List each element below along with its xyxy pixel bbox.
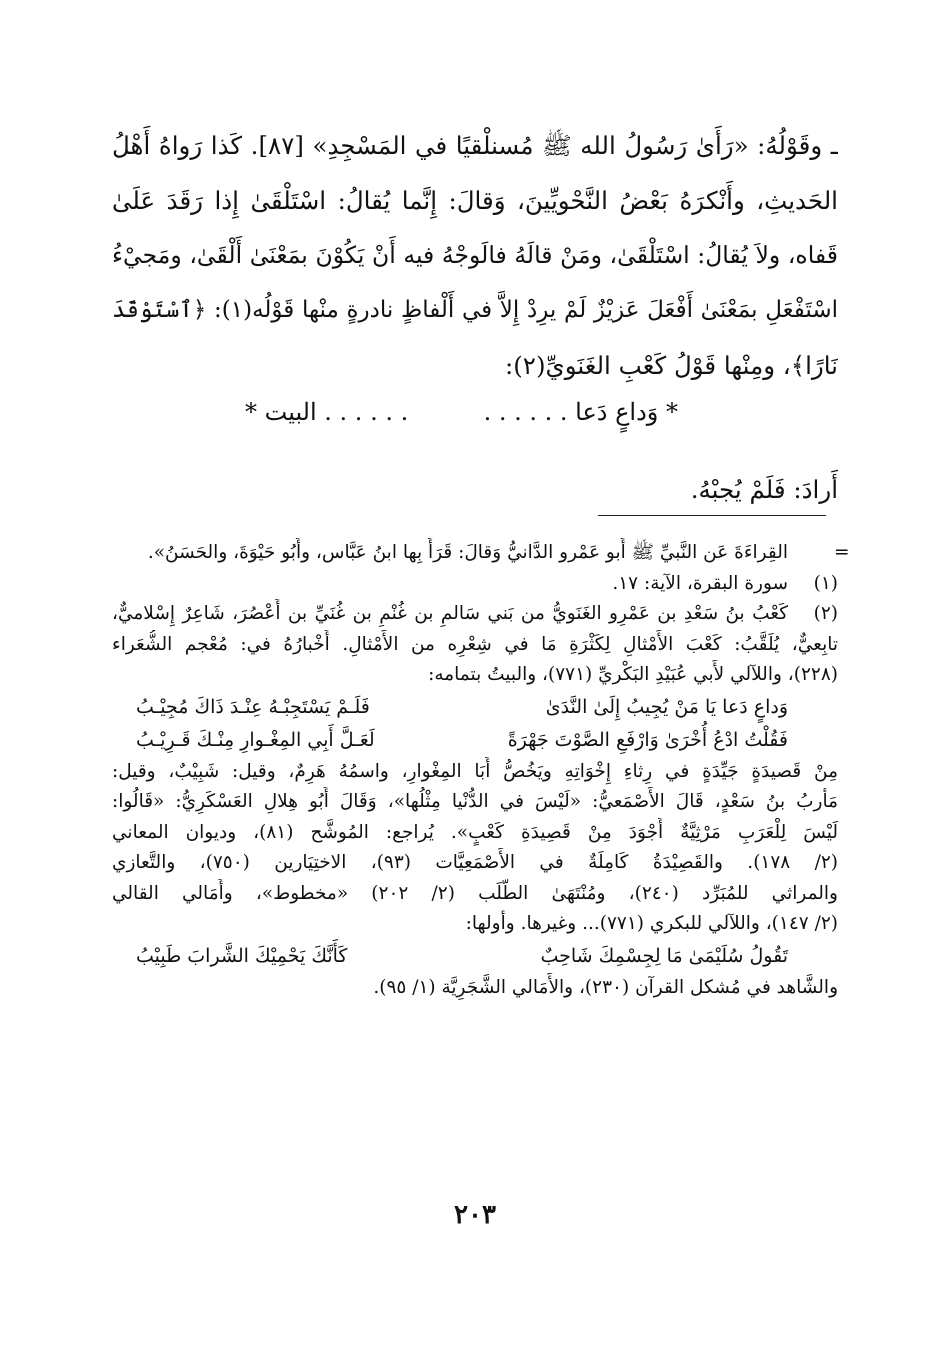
hemistich-first: فَقُلْتُ ادْعُ أُخْرَىٰ وَارْفَعِ الصَّوْتَ جَهْرَةً bbox=[507, 728, 788, 751]
main-line: ـ وقَوْلُهُ: «رَأَىٰ رَسُولُ الله ﷺ مُسنلْقيًا في المَسْجِدِ» [٨٧]. كَذا رَواهُ أَهْلُ bbox=[112, 131, 838, 160]
main-line: الحَديثِ، وأَنْكرَهُ بَعْضُ النَّحْويِّينَ، وَقالَ: إِنَّما يُقالُ: اسْتَلْقَىٰ إِذا رَقَدَ عَلَىٰ bbox=[112, 186, 838, 215]
footnote-line: تابِعيٌّ، يُلَقَّبُ: كَعْبَ الأَمْثالِ لِكَثْرَةِ مَا في شِعْرِه من الأَمْثالِ. أَخْبارُهُ في: مُعْجم الشُّعَراء bbox=[112, 633, 838, 655]
verse-first-half: * وَداعٍ دَعا . . . . . . bbox=[483, 398, 678, 426]
footnote-line: (٢/ ١٤٧)، واللآلي للبكري (٧٧١)... وغيرها. وأولها: bbox=[465, 913, 838, 934]
hemistich-second: كَأَنَّكَ يَحْمِيْكَ الشَّرابَ طَبِيْبُ bbox=[136, 944, 348, 967]
footnote-line: مَأْربُ بنُ سَعْدٍ، قَالَ الأَصْمَعيُّ: «لَيْسَ في الدُّنْيا مِثْلُها»، وَقَالَ أَبُو هِلالِ العَسْكَرِيُّ: «قَالُوا: bbox=[112, 791, 838, 812]
footnotes bbox=[112, 538, 838, 1003]
poem-couplet bbox=[112, 691, 838, 724]
main-text bbox=[112, 118, 838, 393]
poem-couplet bbox=[112, 724, 838, 757]
main-line: اسْتَفْعَلِ بمَعْنَىٰ أَفْعَلَ عَزيْزٌ لَمْ يرِدْ إِلاَّ في أَلْفاظٍ نادرةٍ منْها قَوْلُه(١): ﴿ٱسْتَوْقَدَ bbox=[112, 297, 838, 323]
footnote-line: والشَّاهد في مُشكل القرآن (٢٣٠)، والأَمَالي الشَّجَرِيَّة (١/ ٩٥). bbox=[373, 976, 838, 998]
footnote-2 bbox=[112, 599, 838, 630]
footnote-1 bbox=[112, 569, 838, 600]
verse-second-half: . . . . . . البيت * bbox=[245, 398, 409, 426]
footnote-number: (١) bbox=[813, 572, 838, 594]
page-number: ٢٠٣ bbox=[454, 1200, 496, 1230]
footnote-text: سورة البقرة، الآية: ١٧. bbox=[612, 572, 788, 594]
main-line: نَارًا﴾، ومِنْها قَوْلُ كَعْبِ الغَنَويِّ(٢): bbox=[504, 351, 838, 380]
main-line: قَفاه، ولاَ يُقالُ: اسْتَلْقَىٰ، ومَنْ قالَهُ فالَوجْهُ فيه أَنْ يَكُوْنَ بمَعْنَىٰ أَلْقَىٰ، ومَجيْءُ bbox=[112, 241, 838, 269]
hemistich-second: فَلَـمْ يَسْتَجِبْـهُ عِنْـدَ ذَاكَ مُجِيْـبُ bbox=[136, 695, 370, 718]
continuation-mark: = bbox=[834, 542, 850, 563]
footnote-line: لَيْسَ لِلْعَرَبِ مَرْثِيَّةٌ أَجْوَدَ مِنْ قَصِيدَةِ كَعْبٍ». يُراجع: المُوشَّح (٨١)، وديوان المعاني bbox=[112, 821, 838, 843]
footnote-separator bbox=[598, 515, 826, 516]
poem-couplet bbox=[112, 940, 838, 973]
main-line: أَرادَ: فَلَمْ يُجبْهُ. bbox=[690, 475, 838, 504]
footnote-line: مِنْ قَصيدَةٍ جَيِّدَةٍ في رِثاءِ إِخْوَاتِهِ ويَخُصُّ أَبَا المِغْوارِ، واسمُهُ هَرِمٌ، وقيل: شَبِيْبٌ، وقيل: bbox=[112, 760, 838, 782]
footnote-continuation: القِراءَةَ عَن النَّبيِّ ﷺ أَبو عَمْرو الدَّانيُّ وَقالَ: قَرَأَ بِها ابنُ عَبَّاس، وأَبُو حَيْوَةَ، والحَسَنُ». bbox=[147, 542, 788, 563]
footnote-number: (٢) bbox=[813, 603, 838, 624]
footnote-line: (٢٢٨)، واللآلي لأَبي عُبَيْدِ البَكْريِّ (٧٧١)، والبيتُ بتمامه: bbox=[428, 664, 838, 685]
hemistich-second: لَعَـلَّ أَبِي المِغْـوارِ مِنْـكَ قَـرِيْـبُ bbox=[136, 728, 375, 751]
footnote-line: (٢/ ١٧٨). والقَصِيْدَةُ كَامِلَةٌ في الأَصْمَعِيَّات (٩٣)، الاختِيَارين (٧٥٠)، والتَّعازي bbox=[112, 852, 838, 873]
main-text-continued bbox=[112, 462, 838, 517]
verse-quote bbox=[0, 398, 950, 438]
hemistich-first: وَداعٍ دَعا يَا مَنْ يُجِيبُ إِلَىٰ النَّدَىٰ bbox=[545, 695, 788, 718]
footnote-text: كَعْبُ بنُ سَعْدِ بن عَمْرِو الغَنَويُّ من بَني سَالمِ بن غُنْمِ بن غُنَيِّ بن أَعْصُرَ، شَاعِرٌ إِسْلاميٌّ، bbox=[112, 603, 788, 624]
hemistich-first: تَقُولُ سُلَيْمَىٰ مَا لِجِسْمِكَ شَاحِبٌ bbox=[540, 944, 788, 967]
footnote-line: والمراثي للمُبَرِّد (٢٤٠)، ومُنْتَهَىٰ الطَّلَب (٢/ ٢٠٢) «مخطوط»، وأَمَالي القالي bbox=[112, 882, 838, 904]
